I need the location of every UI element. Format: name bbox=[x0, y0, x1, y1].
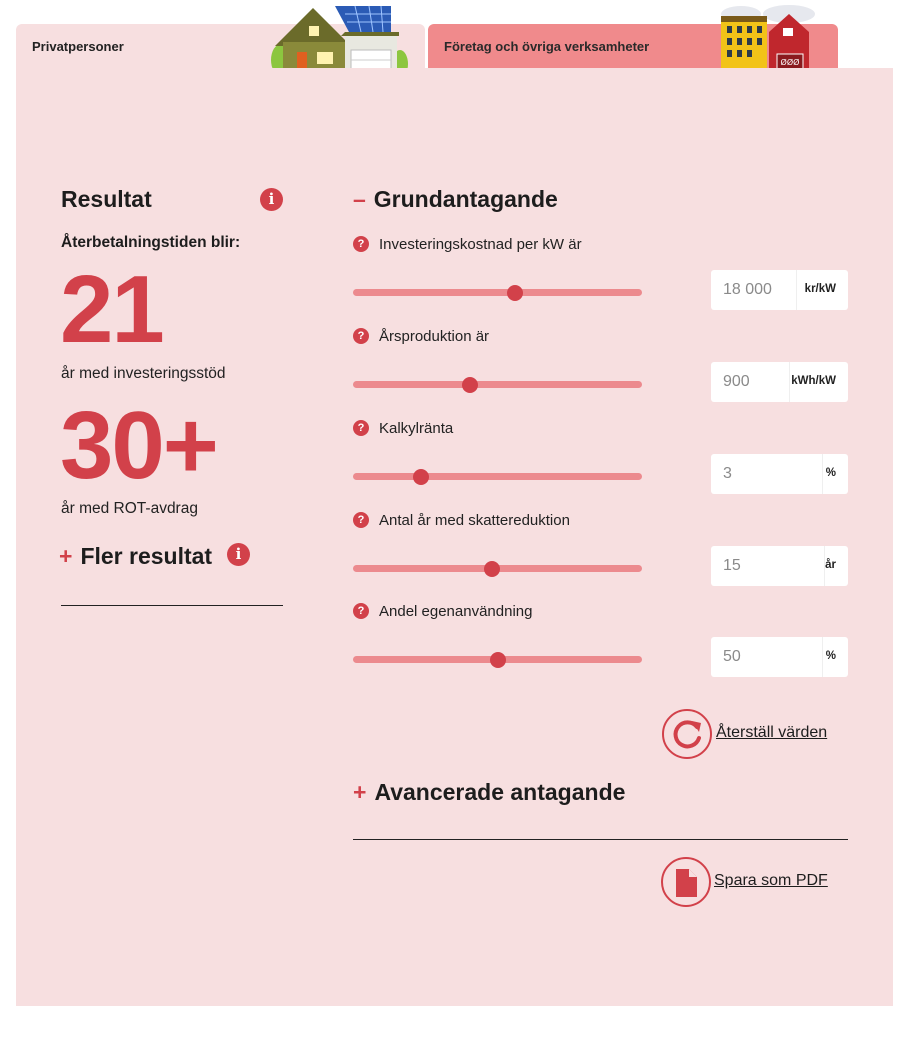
more-results-toggle[interactable] bbox=[59, 543, 212, 570]
slider-track[interactable] bbox=[353, 289, 642, 296]
slider-thumb[interactable] bbox=[413, 469, 429, 485]
slider-thumb[interactable] bbox=[484, 561, 500, 577]
input-value[interactable]: 3 bbox=[723, 465, 732, 482]
value-input[interactable] bbox=[711, 546, 848, 586]
reset-button[interactable] bbox=[662, 709, 712, 759]
payback-with-rot-value: 30+ bbox=[60, 392, 217, 499]
unit-separator bbox=[796, 270, 797, 310]
value-input[interactable] bbox=[711, 637, 848, 677]
field-label: Investeringskostnad per kW är bbox=[379, 236, 582, 253]
basic-assumptions-title: Grundantagande bbox=[373, 186, 558, 212]
slider-track[interactable] bbox=[353, 381, 642, 388]
input-value[interactable]: 18 000 bbox=[723, 281, 772, 298]
pdf-document-icon bbox=[663, 859, 709, 905]
question-icon[interactable]: ? bbox=[353, 236, 369, 252]
minus-icon: – bbox=[353, 186, 366, 212]
value-input[interactable] bbox=[711, 454, 848, 494]
divider bbox=[61, 605, 283, 606]
question-icon[interactable]: ? bbox=[353, 512, 369, 528]
input-unit: kr/kW bbox=[804, 283, 836, 295]
tab-foretag-label: Företag och övriga verksamheter bbox=[444, 39, 650, 54]
payback-with-rot-caption: år med ROT-avdrag bbox=[61, 500, 198, 517]
input-unit: % bbox=[825, 650, 836, 662]
tab-privatpersoner-label: Privatpersoner bbox=[32, 39, 124, 54]
field-label: Andel egenanvändning bbox=[379, 603, 533, 620]
payback-with-support-value: 21 bbox=[60, 256, 163, 363]
field-label: Årsproduktion är bbox=[379, 328, 490, 345]
slider-track[interactable] bbox=[353, 656, 642, 663]
field-label: Kalkylränta bbox=[379, 420, 454, 437]
slider-thumb[interactable] bbox=[490, 652, 506, 668]
basic-assumptions-toggle[interactable] bbox=[353, 186, 558, 213]
slider-thumb[interactable] bbox=[507, 285, 523, 301]
plus-icon: + bbox=[353, 779, 367, 805]
svg-text:ØØØ: ØØØ bbox=[780, 58, 800, 67]
advanced-assumptions-toggle[interactable] bbox=[353, 779, 625, 806]
reset-icon bbox=[664, 711, 710, 757]
reset-values-link[interactable]: Återställ värden bbox=[716, 724, 828, 741]
info-icon[interactable]: i bbox=[260, 188, 283, 211]
pdf-button[interactable] bbox=[661, 857, 711, 907]
input-unit: % bbox=[825, 467, 836, 479]
unit-separator bbox=[789, 362, 790, 402]
payback-label: Återbetalningstiden blir: bbox=[61, 234, 241, 251]
unit-separator bbox=[822, 454, 823, 494]
payback-with-support-caption: år med investeringsstöd bbox=[61, 365, 226, 382]
result-title: Resultat bbox=[61, 186, 152, 212]
question-icon[interactable]: ? bbox=[353, 603, 369, 619]
input-value[interactable]: 15 bbox=[723, 557, 741, 574]
value-input[interactable] bbox=[711, 362, 848, 402]
input-value[interactable]: 900 bbox=[723, 373, 750, 390]
slider-track[interactable] bbox=[353, 565, 642, 572]
value-input[interactable] bbox=[711, 270, 848, 310]
slider-thumb[interactable] bbox=[462, 377, 478, 393]
info-icon[interactable]: i bbox=[227, 543, 250, 566]
save-pdf-link[interactable]: Spara som PDF bbox=[714, 872, 828, 889]
input-unit: år bbox=[825, 559, 836, 571]
question-icon[interactable]: ? bbox=[353, 420, 369, 436]
divider bbox=[353, 839, 848, 840]
more-results-label: Fler resultat bbox=[80, 543, 213, 569]
input-value[interactable]: 50 bbox=[723, 648, 741, 665]
slider-track[interactable] bbox=[353, 473, 642, 480]
unit-separator bbox=[822, 637, 823, 677]
input-unit: kWh/kW bbox=[791, 375, 836, 387]
field-label: Antal år med skattereduktion bbox=[379, 512, 570, 529]
question-icon[interactable]: ? bbox=[353, 328, 369, 344]
plus-icon: + bbox=[59, 543, 73, 569]
city-barn-illustration bbox=[713, 2, 819, 72]
advanced-assumptions-title: Avancerade antagande bbox=[374, 779, 626, 805]
